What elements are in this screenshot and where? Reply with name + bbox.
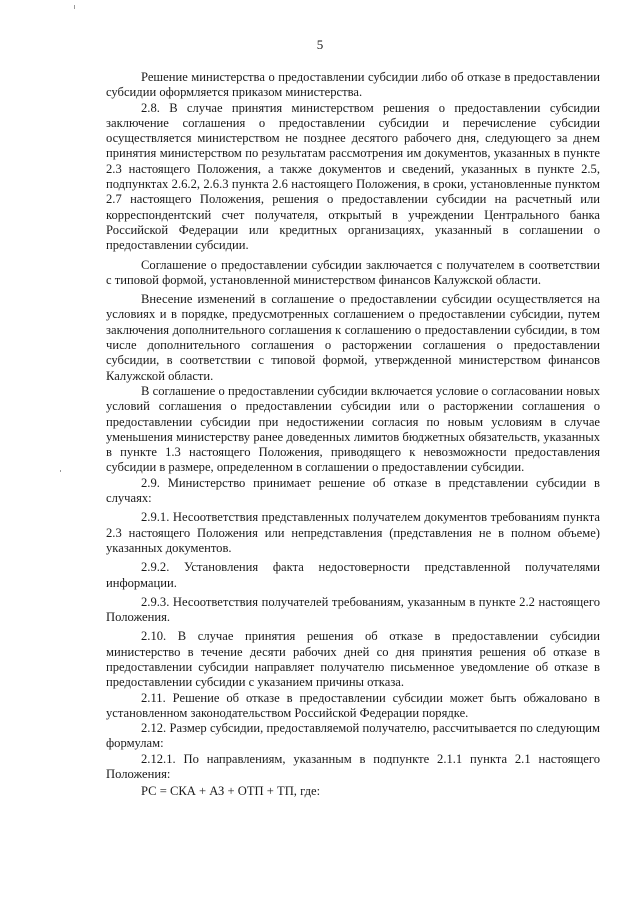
paragraph-2-9: 2.9. Министерство принимает решение об отказе в представлении субсидии в случаях: bbox=[106, 475, 600, 506]
paragraph-decision-form: Решение министерства о предоставлении субсидии либо об отказе в предоставлении субсидии оформляется приказом министерства. bbox=[106, 70, 600, 100]
paragraph-agreement-conditions: В соглашение о предоставлении субсидии включается условие о согласовании новых условий соглашения о предоставлении субсидии или о расторжении соглашения о предоставлении субсидии при недостижении согласия по новым условиям в случае уменьшения министерству ранее доведенных лимитов бюджетных обязательств, указанных в пункте 1.3 настоящего Положения, приводящего к невозможности предоставления субсидии в размере, определенном в соглашении о предоставлении субсидии. bbox=[106, 383, 600, 475]
paragraph-agreement-conclusion: Соглашение о предоставлении субсидии заключается с получателем в соответствии с типовой формой, установленной министерством финансов Калужской области. bbox=[106, 257, 600, 287]
formula-line: РС = СКА + АЗ + ОТП + ТП, где: bbox=[141, 784, 321, 799]
scan-speck bbox=[74, 5, 75, 9]
page-number: 5 bbox=[316, 37, 324, 52]
paragraph-2-9-2: 2.9.2. Установления факта недостоверности представленной получателями информации. bbox=[106, 560, 600, 590]
paragraph-2-12-1: 2.12.1. По направлениям, указанным в подпункте 2.1.1 пункта 2.1 настоящего Положения: bbox=[106, 751, 600, 782]
paragraph-2-8: 2.8. В случае принятия министерством решения о предоставлении субсидии заключение соглашения о предоставлении субсидии и перечисление субсидии осуществляется министерством не позднее десятого рабочего дня, следующего за днем принятия министерством по результатам рассмотрения им документов, указанных в пункте 2.3 настоящего Положения, а также документов и сведений, указанных в пункте 2.5, подпунктах 2.6.2, 2.6.3 пункта 2.6 настоящего Положения, в сроки, установленные пунктом 2.7 настоящего Положения, решения о предоставлении субсидии на расчетный или корреспондентский счет получателя, открытый в учреждении Центрального банка Российской Федерации или кредитных организациях, указанный в соглашении о предоставлении субсидии. bbox=[106, 100, 600, 253]
paragraph-2-10: 2.10. В случае принятия решения об отказе в предоставлении субсидии министерство в течение десяти рабочих дней со дня принятия решения об отказе в предоставлении субсидии направляет получателю письменное уведомление об отказе в предоставлении субсидии с указанием причины отказа. bbox=[106, 629, 600, 690]
scan-speck bbox=[60, 470, 61, 472]
paragraph-2-9-1: 2.9.1. Несоответствия представленных получателем документов требованиям пункта 2.3 настоящего Положения или непредставления (представления не в полном объеме) указанных документов. bbox=[106, 510, 600, 555]
paragraph-agreement-amendments: Внесение изменений в соглашение о предоставлении субсидии осуществляется на условиях и в порядке, предусмотренных соглашением о предоставлении субсидии, путем заключения дополнительного соглашения к соглашению о предоставлении субсидии, в том числе дополнительного соглашения о расторжении соглашения о предоставлении субсидии, в соответствии с типовой формой, утвержденной министерством финансов Калужской области. bbox=[106, 292, 600, 383]
paragraph-2-9-3: 2.9.3. Несоответствия получателей требованиям, указанным в пункте 2.2 настоящего Положения. bbox=[106, 594, 600, 625]
document-body bbox=[106, 70, 600, 800]
paragraph-2-11: 2.11. Решение об отказе в предоставлении субсидии может быть обжаловано в установленном законодательством Российской Федерации порядке. bbox=[106, 690, 600, 720]
paragraph-2-12: 2.12. Размер субсидии, предоставляемой получателю, рассчитывается по следующим формулам: bbox=[106, 721, 600, 751]
